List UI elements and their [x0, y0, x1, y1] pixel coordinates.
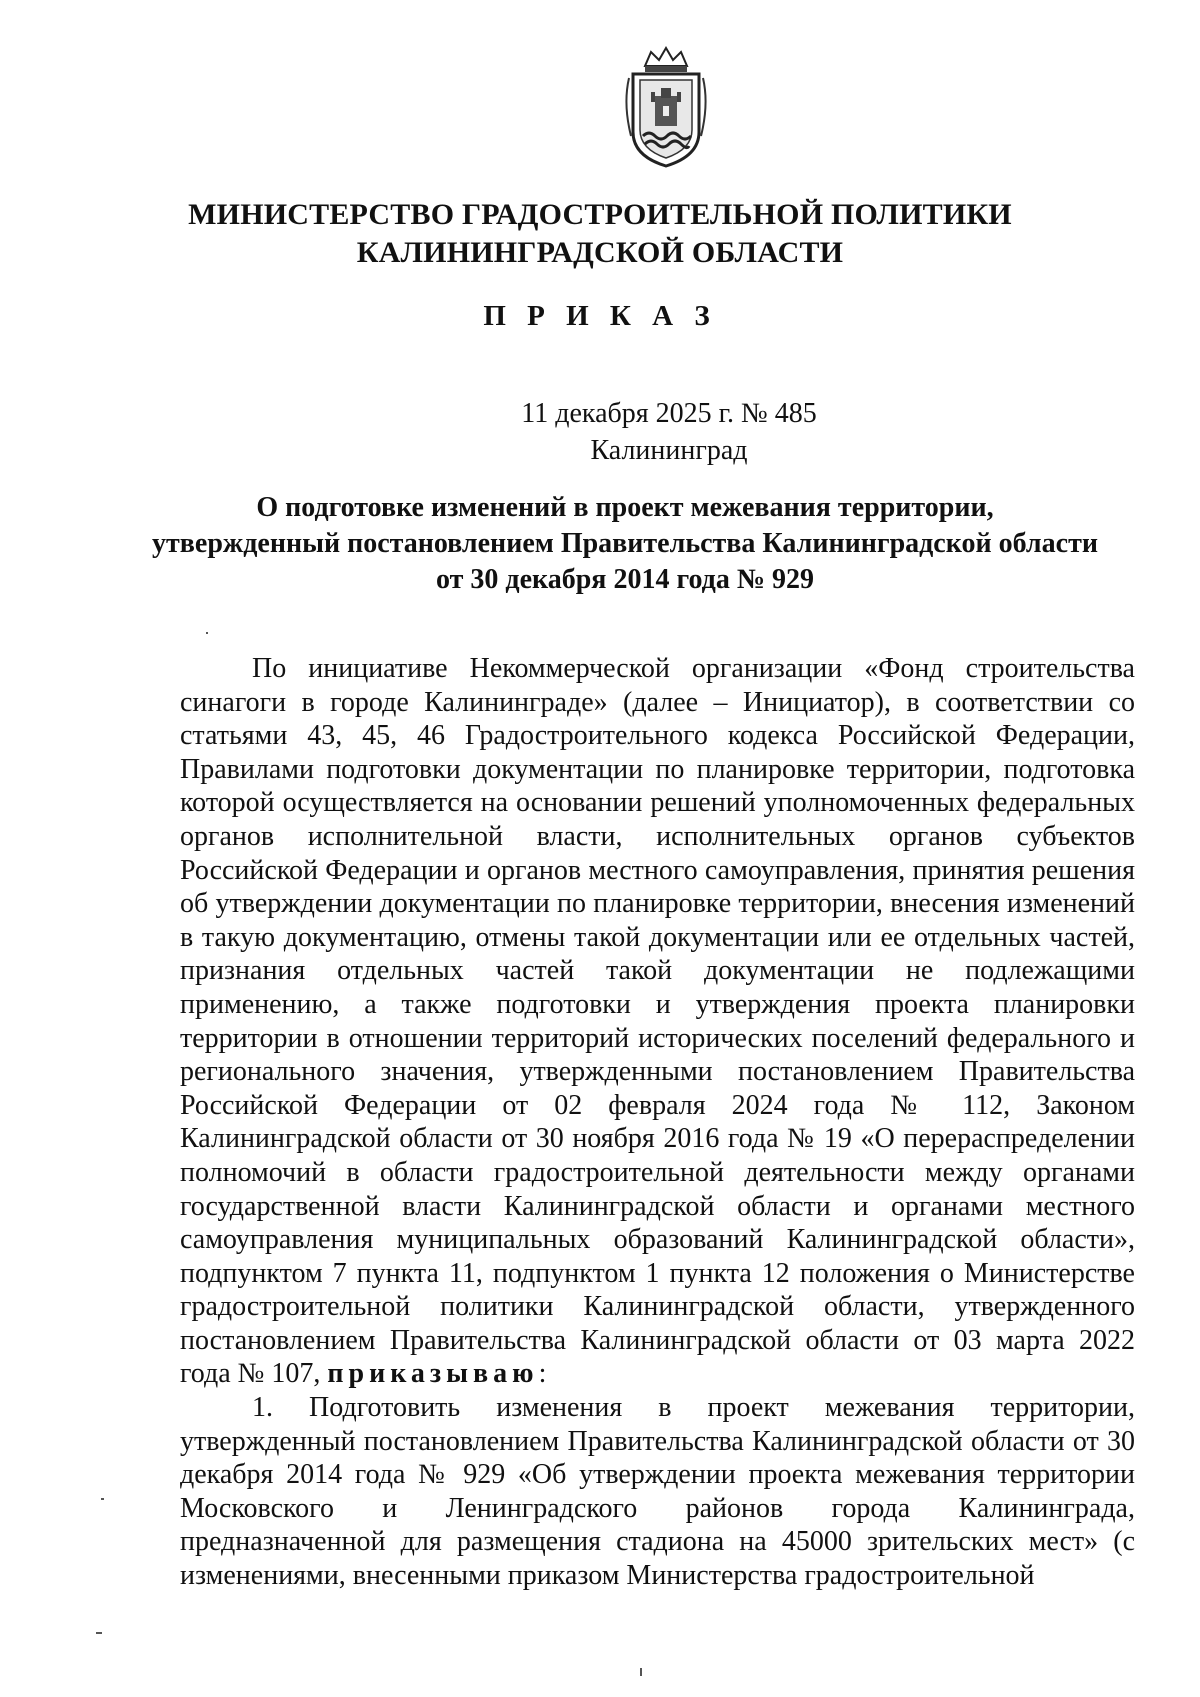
order-date-number: 11 декабря 2025 г. № 485: [521, 398, 817, 429]
ministry-line-2: КАЛИНИНГРАДСКОЙ ОБЛАСТИ: [356, 236, 844, 269]
subject-line-3: от 30 декабря 2014 года № 929: [436, 564, 814, 595]
coat-of-arms-emblem: [617, 44, 715, 170]
preamble-paragraph: [180, 652, 1135, 1391]
subject-line-1: О подготовке изменений в проект межевания территории,: [256, 492, 994, 523]
order-subject: [0, 490, 1200, 598]
document-type-title: П Р И К А З: [483, 300, 717, 332]
preamble-text: По инициативе Некоммерческой организации «Фонд строительства синагоги в городе Калининграде» (далее – Инициатор), в соответствии со статьями 43, 45, 46 Градостроительного кодекса Российской Федерации, Правилами подготовки документации по планировке территории, подготовка которой осуществляется на основании решений уполномоченных федеральных органов исполнительной власти, исполнительных органов субъектов Российской Федерации и органов местного самоуправления, принятия решения об утверждении документации по планировке территории, внесения изменений в такую документацию, отмены такой документации или ее отдельных частей, признания отдельных частей такой документации не подлежащими применению, а также подготовки и утверждения проекта планировки территории в отношении территорий исторических поселений федерального и регионального значения, утвержденными постановлением Правительства Российской Федерации от 02 февраля 2024 года № 112, Законом Калининградской области от 30 ноября 2016 года № 19 «О перераспределении полномочий в области градостроительной деятельности между органами государственной власти Калининградской области и органами местного самоуправления муниципальных образований Калининградской области», подпунктом 7 пункта 11, подпунктом 1 пункта 12 положения о Министерстве градостроительной политики Калининградской области, утвержденного постановлением Правительства Калининградской области от 03 марта 2022 года № 107,: [180, 653, 1135, 1390]
item-1-paragraph: 1. Подготовить изменения в проект межевания территории, утвержденный постановлением Правительства Калининградской области от 30 декабря 2014 года № 929 «Об утверждении проекта межевания территории Московского и Ленинградского районов города Калининграда, предназначенной для размещения стадиона на 45000 зрительских мест» (с изменениями, внесенными приказом Министерства градостроительной: [180, 1392, 1135, 1592]
subject-line-2: утвержденный постановлением Правительства Калининградской области: [152, 528, 1098, 559]
ministry-heading: [0, 196, 1200, 272]
scan-speck: [640, 1668, 642, 1676]
scan-speck: [101, 1498, 104, 1500]
scan-speck: [96, 1632, 102, 1634]
date-and-place: [0, 395, 1200, 469]
ministry-line-1: МИНИСТЕРСТВО ГРАДОСТРОИТЕЛЬНОЙ ПОЛИТИКИ: [188, 198, 1012, 231]
order-word: приказываю: [327, 1358, 539, 1390]
order-city: Калининград: [590, 435, 748, 466]
scan-speck: [206, 632, 208, 634]
order-colon: :: [538, 1358, 547, 1390]
order-body: [180, 652, 1135, 1593]
